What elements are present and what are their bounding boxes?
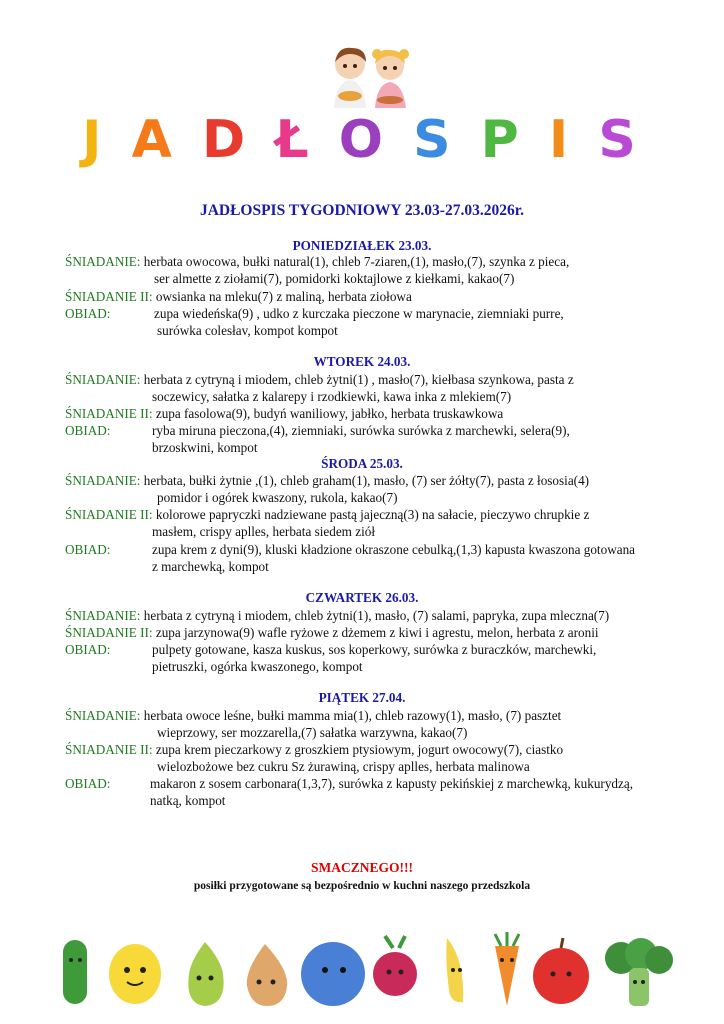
meal-text: herbata owocowa, bułki natural(1), chleb 7-ziaren,(1), masło,(7), szynka z pieca, bbox=[143, 254, 570, 269]
meal-text: pietruszki, ogórka kwaszonego, kompot bbox=[152, 659, 363, 674]
meal-text: pomidor i ogórek kwaszony, rukola, kakao(7) bbox=[157, 490, 398, 505]
title-letter: A bbox=[131, 110, 178, 170]
day-header-thursday: CZWARTEK 26.03. bbox=[305, 590, 419, 605]
meal-label: ŚNIADANIE: bbox=[65, 372, 141, 387]
day-header-monday: PONIEDZIAŁEK 23.03. bbox=[292, 238, 432, 253]
meal-text: herbata z cytryną i miodem, chleb żytni(1), masło, (7) salami, papryka, zupa mleczna(7) bbox=[143, 608, 610, 623]
meal-text: herbata owoce leśne, bułki mamma mia(1), chleb razowy(1), masło, (7) pasztet bbox=[143, 708, 562, 723]
meal-dinner bbox=[65, 641, 110, 658]
meal-text: zupa wiedeńska(9) , udko z kurczaka pieczone w marynacie, ziemniaki purre, bbox=[154, 306, 564, 321]
meal-second-breakfast bbox=[65, 506, 589, 523]
title-letter: P bbox=[480, 110, 525, 170]
meal-text: herbata, bułki żytnie ,(1), chleb graham(1), masło, (7) ser żółty(7), pasta z łososia(4) bbox=[143, 473, 590, 488]
meal-text: owsianka na mleku(7) z maliną, herbata ziołowa bbox=[155, 289, 412, 304]
meal-text: soczewicy, sałatka z kalarepy i rzodkiewki, kawa inka z mlekiem(7) bbox=[152, 389, 512, 404]
meal-dinner bbox=[65, 775, 110, 792]
title-letter: I bbox=[548, 110, 575, 170]
meal-label: ŚNIADANIE II: bbox=[65, 625, 153, 640]
meal-text: surówka colesłav, kompot kompot bbox=[157, 323, 338, 338]
thanks-text: SMACZNEGO!!! bbox=[311, 860, 413, 875]
meal-second-breakfast bbox=[65, 741, 563, 758]
meal-label: ŚNIADANIE: bbox=[65, 473, 141, 488]
meal-label: OBIAD: bbox=[65, 306, 111, 321]
apple-icon bbox=[533, 938, 589, 1004]
title-letter: O bbox=[338, 110, 389, 170]
title-letter: S bbox=[598, 110, 642, 170]
day-header-wednesday: ŚRODA 25.03. bbox=[321, 456, 403, 471]
pear-icon bbox=[188, 942, 223, 1006]
radish-icon bbox=[373, 936, 417, 996]
meal-breakfast bbox=[65, 371, 574, 388]
meal-dinner bbox=[65, 541, 110, 558]
meal-text: makaron z sosem carbonara(1,3,7), surówka z kapusty pekińskiej z marchewką, kukurydzą, bbox=[150, 776, 634, 791]
meal-breakfast bbox=[65, 472, 589, 489]
meal-label: OBIAD: bbox=[65, 642, 111, 657]
meal-label: ŚNIADANIE II: bbox=[65, 406, 153, 421]
day-header-friday: PIĄTEK 27.04. bbox=[318, 690, 406, 705]
meal-text: zupa krem pieczarkowy z groszkiem ptysiowym, jogurt owocowy(7), ciastko bbox=[155, 742, 564, 757]
meal-text: zupa jarzynowa(9) wafle ryżowe z dżemem z kiwi i agrestu, melon, herbata z aronii bbox=[155, 625, 599, 640]
meal-second-breakfast bbox=[65, 405, 503, 422]
meal-label: OBIAD: bbox=[65, 776, 111, 791]
title-letter: Ł bbox=[275, 110, 315, 170]
broccoli-icon bbox=[605, 938, 673, 1006]
footer-note: posiłki przygotowane są bezpośrednio w kuchni naszego przedszkola bbox=[193, 880, 531, 892]
day-header-tuesday: WTOREK 24.03. bbox=[313, 354, 411, 369]
meal-breakfast bbox=[65, 707, 561, 724]
meal-text: zupa fasolowa(9), budyń waniliowy, jabłko, herbata truskawkowa bbox=[155, 406, 504, 421]
meal-breakfast bbox=[65, 253, 569, 270]
blueberry-icon bbox=[301, 942, 365, 1006]
lemon-icon bbox=[109, 944, 161, 1004]
meal-label: ŚNIADANIE: bbox=[65, 254, 141, 269]
children-eating-illustration bbox=[320, 42, 420, 108]
menu-subtitle: JADŁOSPIS TYGODNIOWY 23.03-27.03.2026r. bbox=[199, 202, 525, 219]
carrot-icon bbox=[495, 932, 519, 1006]
meal-text: masłem, crispy aplles, herbata siedem ziół bbox=[152, 524, 376, 539]
meal-breakfast bbox=[65, 607, 609, 624]
meal-text: herbata z cytryną i miodem, chleb żytni(1) , masło(7), kiełbasa szynkowa, pasta z bbox=[143, 372, 574, 387]
meal-label: ŚNIADANIE II: bbox=[65, 507, 153, 522]
banana-icon bbox=[446, 938, 463, 1002]
fruit-vegetable-characters-illustration bbox=[55, 930, 675, 1010]
meal-text: zupa krem z dyni(9), kluski kładzione okraszone cebulką,(1,3) kapusta kwaszona gotowana bbox=[152, 542, 636, 557]
meal-text: natką, kompot bbox=[150, 793, 226, 808]
main-title bbox=[0, 108, 724, 172]
onion-icon bbox=[247, 944, 287, 1006]
meal-text: brzoskwini, kompot bbox=[152, 440, 258, 455]
title-letter: S bbox=[413, 110, 457, 170]
meal-label: OBIAD: bbox=[65, 542, 111, 557]
title-letter: J bbox=[82, 110, 108, 170]
meal-text: ser almette z ziołami(7), pomidorki koktajlowe z kiełkami, kakao(7) bbox=[154, 271, 515, 286]
meal-second-breakfast bbox=[65, 288, 412, 305]
meal-text: wieprzowy, ser mozzarella,(7) sałatka warzywna, kakao(7) bbox=[157, 725, 468, 740]
meal-text: wielozbożowe bez cukru Sz żurawiną, crispy aplles, herbata malinowa bbox=[157, 759, 530, 774]
meal-dinner bbox=[65, 305, 110, 322]
meal-text: ryba miruna pieczona,(4), ziemniaki, surówka surówka z marchewki, selera(9), bbox=[152, 423, 570, 438]
meal-label: ŚNIADANIE: bbox=[65, 608, 141, 623]
title-letter: D bbox=[202, 110, 252, 170]
meal-label: ŚNIADANIE: bbox=[65, 708, 141, 723]
meal-text: kolorowe papryczki nadziewane pastą jajeczną(3) na sałacie, pieczywo chrupkie z bbox=[155, 507, 590, 522]
meal-dinner bbox=[65, 422, 110, 439]
meal-label: ŚNIADANIE II: bbox=[65, 742, 153, 757]
meal-second-breakfast bbox=[65, 624, 599, 641]
cucumber-icon bbox=[63, 940, 87, 1004]
meal-text: pulpety gotowane, kasza kuskus, sos koperkowy, surówka z buraczków, marchewki, bbox=[152, 642, 597, 657]
meal-label: OBIAD: bbox=[65, 423, 111, 438]
meal-label: ŚNIADANIE II: bbox=[65, 289, 153, 304]
meal-text: z marchewką, kompot bbox=[152, 559, 269, 574]
